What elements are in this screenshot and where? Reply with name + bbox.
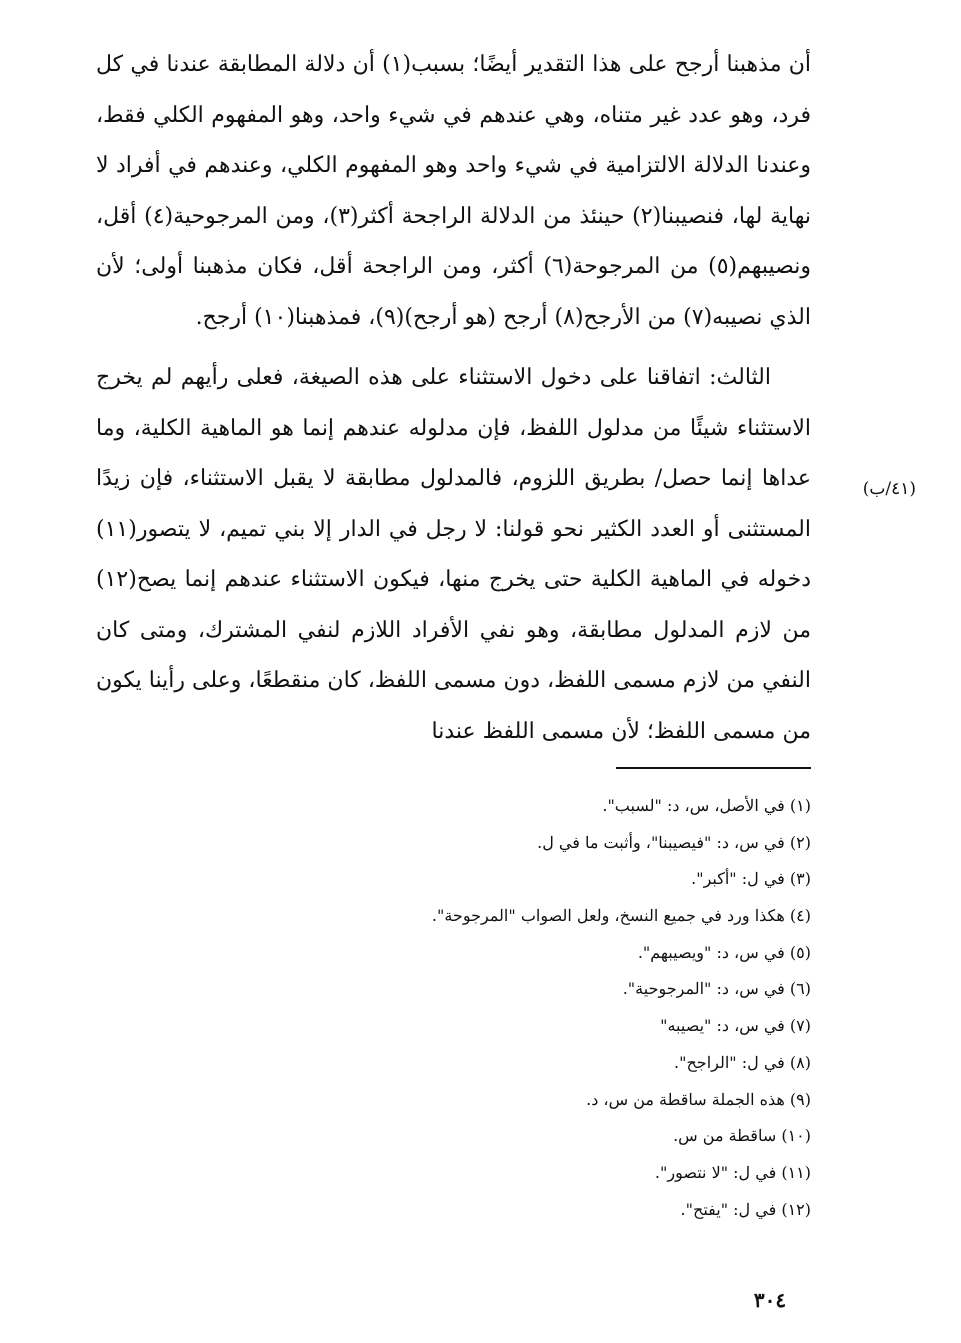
main-text: [96, 40, 811, 757]
footnote-1: (١) في الأصل، س، د: "لسبب".: [602, 796, 811, 815]
footnote-5: (٥) في س، د: "ويصيبهم".: [637, 942, 811, 962]
footnote-6: (٦) في س، د: "المرجوحية".: [622, 979, 811, 999]
footnote-3: (٣) في ل: "أكبر".: [691, 869, 811, 889]
footnote-4: (٤) هكذا ورد في جميع النسخ، ولعل الصواب "المرجوحة".: [431, 906, 811, 926]
footnote-9: (٩) هذه الجملة ساقطة من س، د.: [586, 1089, 811, 1109]
footnote-11: (١١) في ل: "لا نتصور".: [654, 1162, 811, 1182]
footnote-8: (٨) في ل: "الراجح".: [674, 1052, 811, 1072]
footnotes-list: [96, 788, 811, 1228]
footnote-7: (٧) في س، د: "يصيبه": [660, 1016, 811, 1036]
page-number: ٣٠٤: [753, 1288, 787, 1312]
manuscript-folio-reference: (٤١/ب): [862, 479, 916, 499]
footnote-2: (٢) في س، د: "فيصيبنا"، وأثبت ما في ل.: [537, 832, 811, 852]
footnote-12: (١٢) في ل: "يفتح".: [680, 1199, 811, 1219]
paragraph-1: أن مذهبنا أرجح على هذا التقدير أيضًا؛ بسبب(١) أن دلالة المطابقة عندنا في كل فرد، وهو عدد غير متناه، وهي عندهم في شيء واحد، وهو المفهوم الكلي فقط، وعندنا الدلالة الالتزامية في شيء واحد وهو المفهوم الكلي، وعندهم في أفراد لا نهاية لها، فنصيبنا(٢) حينئذ من الدلالة الراجحة أكثر(٣)، ومن المرجوحية(٤) أقل، ونصيبهم(٥) من المرجوحة(٦) أكثر، ومن الراجحة أقل، فكان مذهبنا أولى؛ لأن الذي نصيبه(٧) من الأرجح(٨) أرجح (هو أرجح)(٩)، فمذهبنا(١٠) أرجح.: [96, 52, 811, 330]
footnote-10: (١٠) ساقطة من س.: [673, 1126, 811, 1146]
paragraph-2: الثالث: اتفاقنا على دخول الاستثناء على هذه الصيغة، فعلى رأيهم لم يخرج الاستثناء شيئًا من مدلول اللفظ، فإن مدلوله عندهم إنما هو الماهية الكلية، وما عداها إنما حصل/ بطريق اللزوم، فالمدلول مطابقة لا يقبل الاستثناء، فإن زيدًا المستثنى أو العدد الكثير نحو قولنا: لا رجل في الدار إلا بني تميم، لا يتصور(١١) دخوله في الماهية الكلية حتى يخرج منها، فيكون الاستثناء عندهم إنما يصح(١٢) من لازم المدلول مطابقة، وهو نفي الأفراد اللازم لنفي المشترك، ومتى كان النفي من لازم مسمى اللفظ، دون مسمى اللفظ، كان منقطعًا، وعلى رأينا يكون من مسمى اللفظ؛ لأن مسمى اللفظ عندنا: [96, 365, 811, 744]
footnote-separator: [616, 767, 811, 769]
